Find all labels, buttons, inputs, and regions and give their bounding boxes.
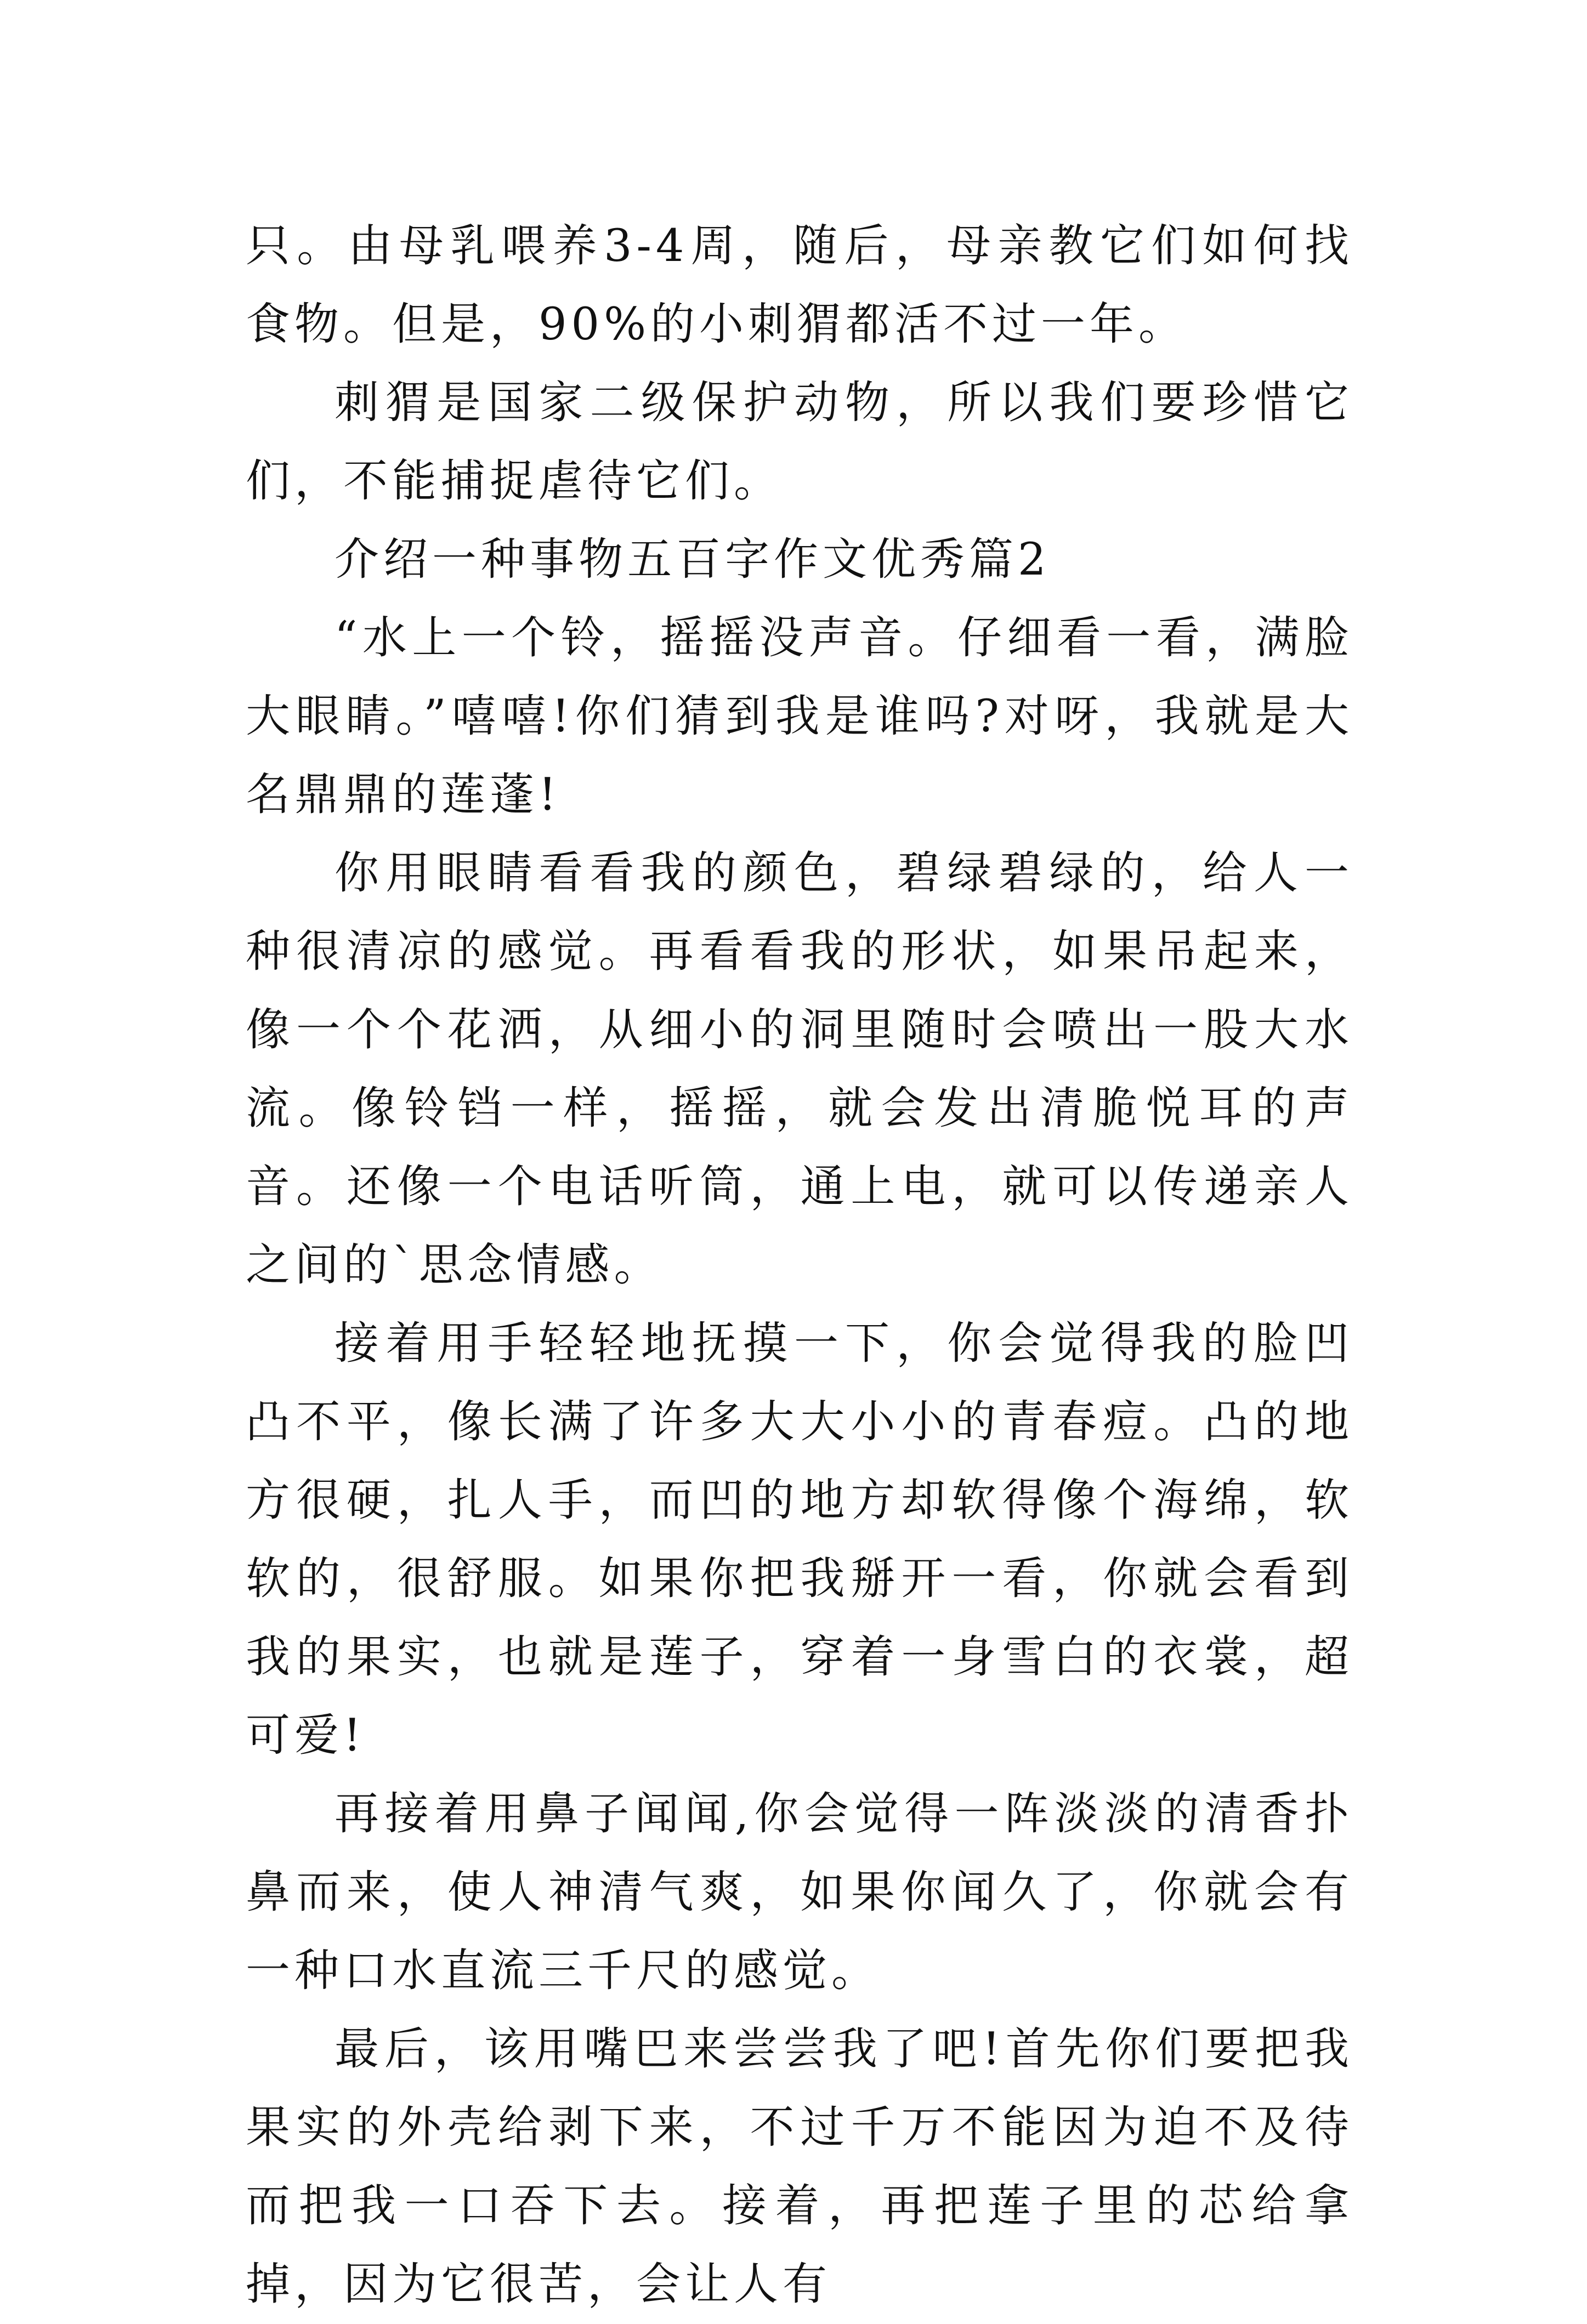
document-body (246, 207, 1353, 2324)
paragraph-2: 刺猬是国家二级保护动物，所以我们要珍惜它们，不能捕捉虐待它们。 (246, 377, 1353, 507)
paragraph-1: 只。由母乳喂养3-4周，随后，母亲教它们如何找食物。但是，90%的小刺猬都活不过一年。 (246, 220, 1353, 350)
paragraph-4: 你用眼睛看看我的颜色，碧绿碧绿的，给人一种很清凉的感觉。再看看我的形状，如果吊起来，像一个个花洒，从细小的洞里随时会喷出一股大水流。像铃铛一样，摇摇，就会发出清脆悦耳的声音。还像一个电话听筒，通上电，就可以传递亲人之间的`思念情感。 (246, 848, 1353, 1291)
paragraph-3: “水上一个铃，摇摇没声音。仔细看一看，满脸大眼睛。”嘻嘻!你们猜到我是谁吗?对呀，我就是大名鼎鼎的莲蓬! (246, 612, 1353, 821)
section-heading: 介绍一种事物五百字作文优秀篇2 (335, 534, 1051, 586)
paragraph-7: 最后，该用嘴巴来尝尝我了吧!首先你们要把我果实的外壳给剥下来，不过千万不能因为迫不及待而把我一口吞下去。接着，再把莲子里的芯给拿掉，因为它很苦，会让人有 (246, 2024, 1353, 2310)
paragraph-5: 接着用手轻轻地抚摸一下，你会觉得我的脸凹凸不平，像长满了许多大大小小的青春痘。凸的地方很硬，扎人手，而凹的地方却软得像个海绵，软软的，很舒服。如果你把我掰开一看，你就会看到我的果实，也就是莲子，穿着一身雪白的衣裳，超可爱! (246, 1318, 1353, 1762)
paragraph-6: 再接着用鼻子闻闻,你会觉得一阵淡淡的清香扑鼻而来，使人神清气爽，如果你闻久了，你就会有一种口水直流三千尺的感觉。 (246, 1788, 1353, 1997)
